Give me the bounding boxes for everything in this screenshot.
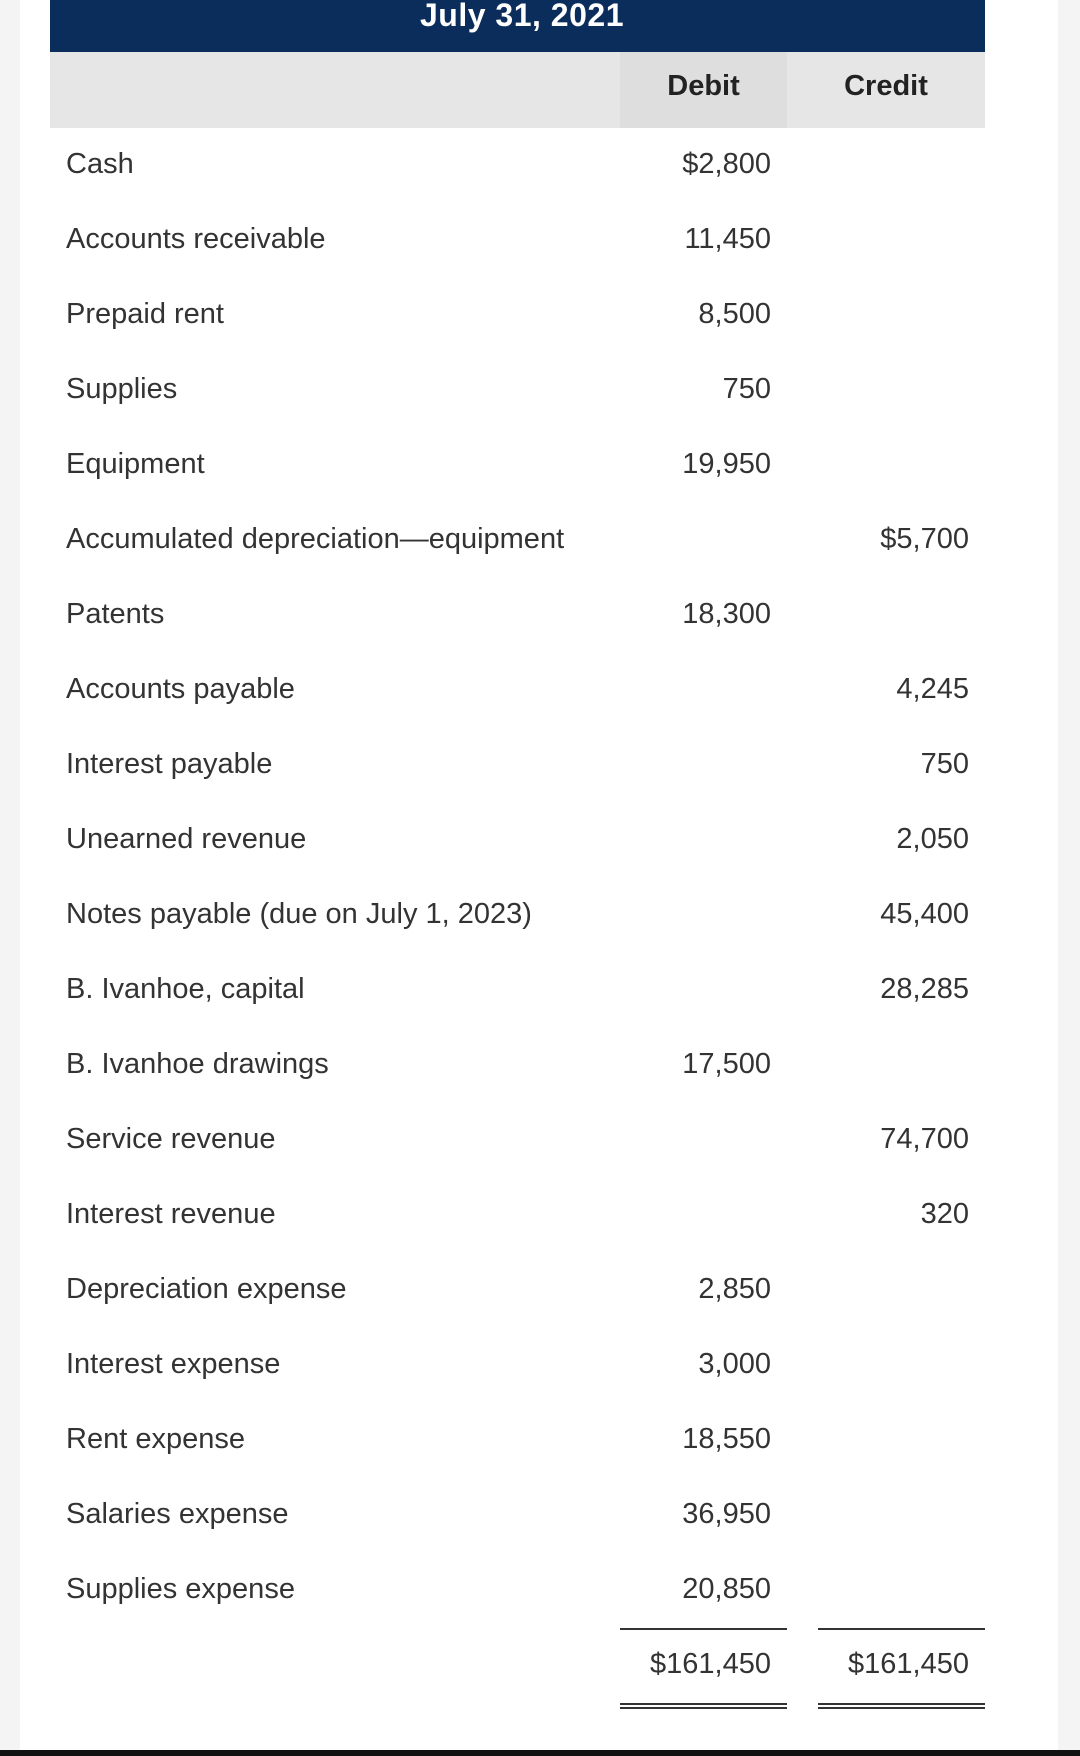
table-date-title: July 31, 2021: [420, 0, 624, 33]
debit-amount: 17,500: [682, 1048, 771, 1080]
table-row: [50, 1028, 985, 1103]
credit-amount: $5,700: [880, 523, 969, 555]
credit-amount: 45,400: [880, 898, 969, 930]
table-row: [50, 953, 985, 1028]
debit-amount: 18,300: [682, 598, 771, 630]
column-header-row: [50, 52, 985, 128]
table-row: [50, 803, 985, 878]
debit-amount: $2,800: [682, 148, 771, 180]
debit-amount: 11,450: [684, 223, 771, 255]
table-row: [50, 1328, 985, 1403]
debit-amount: 2,850: [698, 1273, 771, 1305]
credit-amount: 320: [920, 1198, 969, 1230]
totals-row: [50, 1628, 985, 1708]
account-name: Accounts payable: [66, 673, 295, 705]
credit-amount: 4,245: [896, 673, 969, 705]
table-row: [50, 128, 985, 203]
left-margin-strip: [0, 0, 20, 1756]
debit-header-cell: [620, 52, 787, 128]
account-name: Service revenue: [66, 1123, 276, 1155]
table-row: [50, 1178, 985, 1253]
account-name: Prepaid rent: [66, 298, 224, 330]
account-name: Patents: [66, 598, 165, 630]
debit-amount: 36,950: [682, 1498, 771, 1530]
table-row: [50, 503, 985, 578]
credit-amount: 2,050: [896, 823, 969, 855]
account-name: Equipment: [66, 448, 205, 480]
credit-column-header: Credit: [844, 70, 928, 102]
account-name: Supplies expense: [66, 1573, 295, 1605]
account-name: Salaries expense: [66, 1498, 289, 1530]
account-name: Rent expense: [66, 1423, 245, 1455]
trial-balance-table: [50, 0, 985, 1708]
debit-amount: 750: [722, 373, 771, 405]
debit-amount: 20,850: [682, 1573, 771, 1605]
account-name: Accounts receivable: [66, 223, 326, 255]
table-row: [50, 728, 985, 803]
debit-amount: 3,000: [698, 1348, 771, 1380]
account-name: Interest expense: [66, 1348, 281, 1380]
account-name: Cash: [66, 148, 134, 180]
table-row: [50, 653, 985, 728]
table-row: [50, 278, 985, 353]
table-row: [50, 878, 985, 953]
credit-total-rule: [818, 1628, 985, 1630]
credit-header-cell: [787, 52, 985, 128]
debit-total-rule: [620, 1628, 787, 1630]
right-margin-strip: [1058, 0, 1080, 1756]
debit-amount: 18,550: [682, 1423, 771, 1455]
account-name: Depreciation expense: [66, 1273, 347, 1305]
credit-amount: 28,285: [880, 973, 969, 1005]
account-name: Interest payable: [66, 748, 273, 780]
debit-double-underline: [620, 1703, 787, 1709]
debit-amount: 19,950: [682, 448, 771, 480]
table-row: [50, 1103, 985, 1178]
debit-amount: 8,500: [698, 298, 771, 330]
account-name: Accumulated depreciation—equipment: [66, 523, 565, 555]
account-name: B. Ivanhoe drawings: [66, 1048, 329, 1080]
table-row: [50, 578, 985, 653]
account-name: Unearned revenue: [66, 823, 307, 855]
table-row: [50, 428, 985, 503]
credit-double-underline: [818, 1703, 985, 1709]
table-row: [50, 353, 985, 428]
table-row: [50, 203, 985, 278]
credit-total: $161,450: [848, 1648, 969, 1680]
table-row: [50, 1478, 985, 1553]
bottom-edge-bar: [0, 1750, 1080, 1756]
account-name: B. Ivanhoe, capital: [66, 973, 305, 1005]
debit-column-header: Debit: [667, 70, 740, 102]
table-row: [50, 1553, 985, 1628]
account-name: Supplies: [66, 373, 178, 405]
table-row: [50, 1403, 985, 1478]
credit-amount: 750: [920, 748, 969, 780]
account-rows: [50, 128, 985, 1628]
debit-total: $161,450: [650, 1648, 771, 1680]
credit-amount: 74,700: [880, 1123, 969, 1155]
account-name: Notes payable (due on July 1, 2023): [66, 898, 532, 930]
account-name: Interest revenue: [66, 1198, 276, 1230]
table-row: [50, 1253, 985, 1328]
title-bar: [50, 0, 985, 52]
